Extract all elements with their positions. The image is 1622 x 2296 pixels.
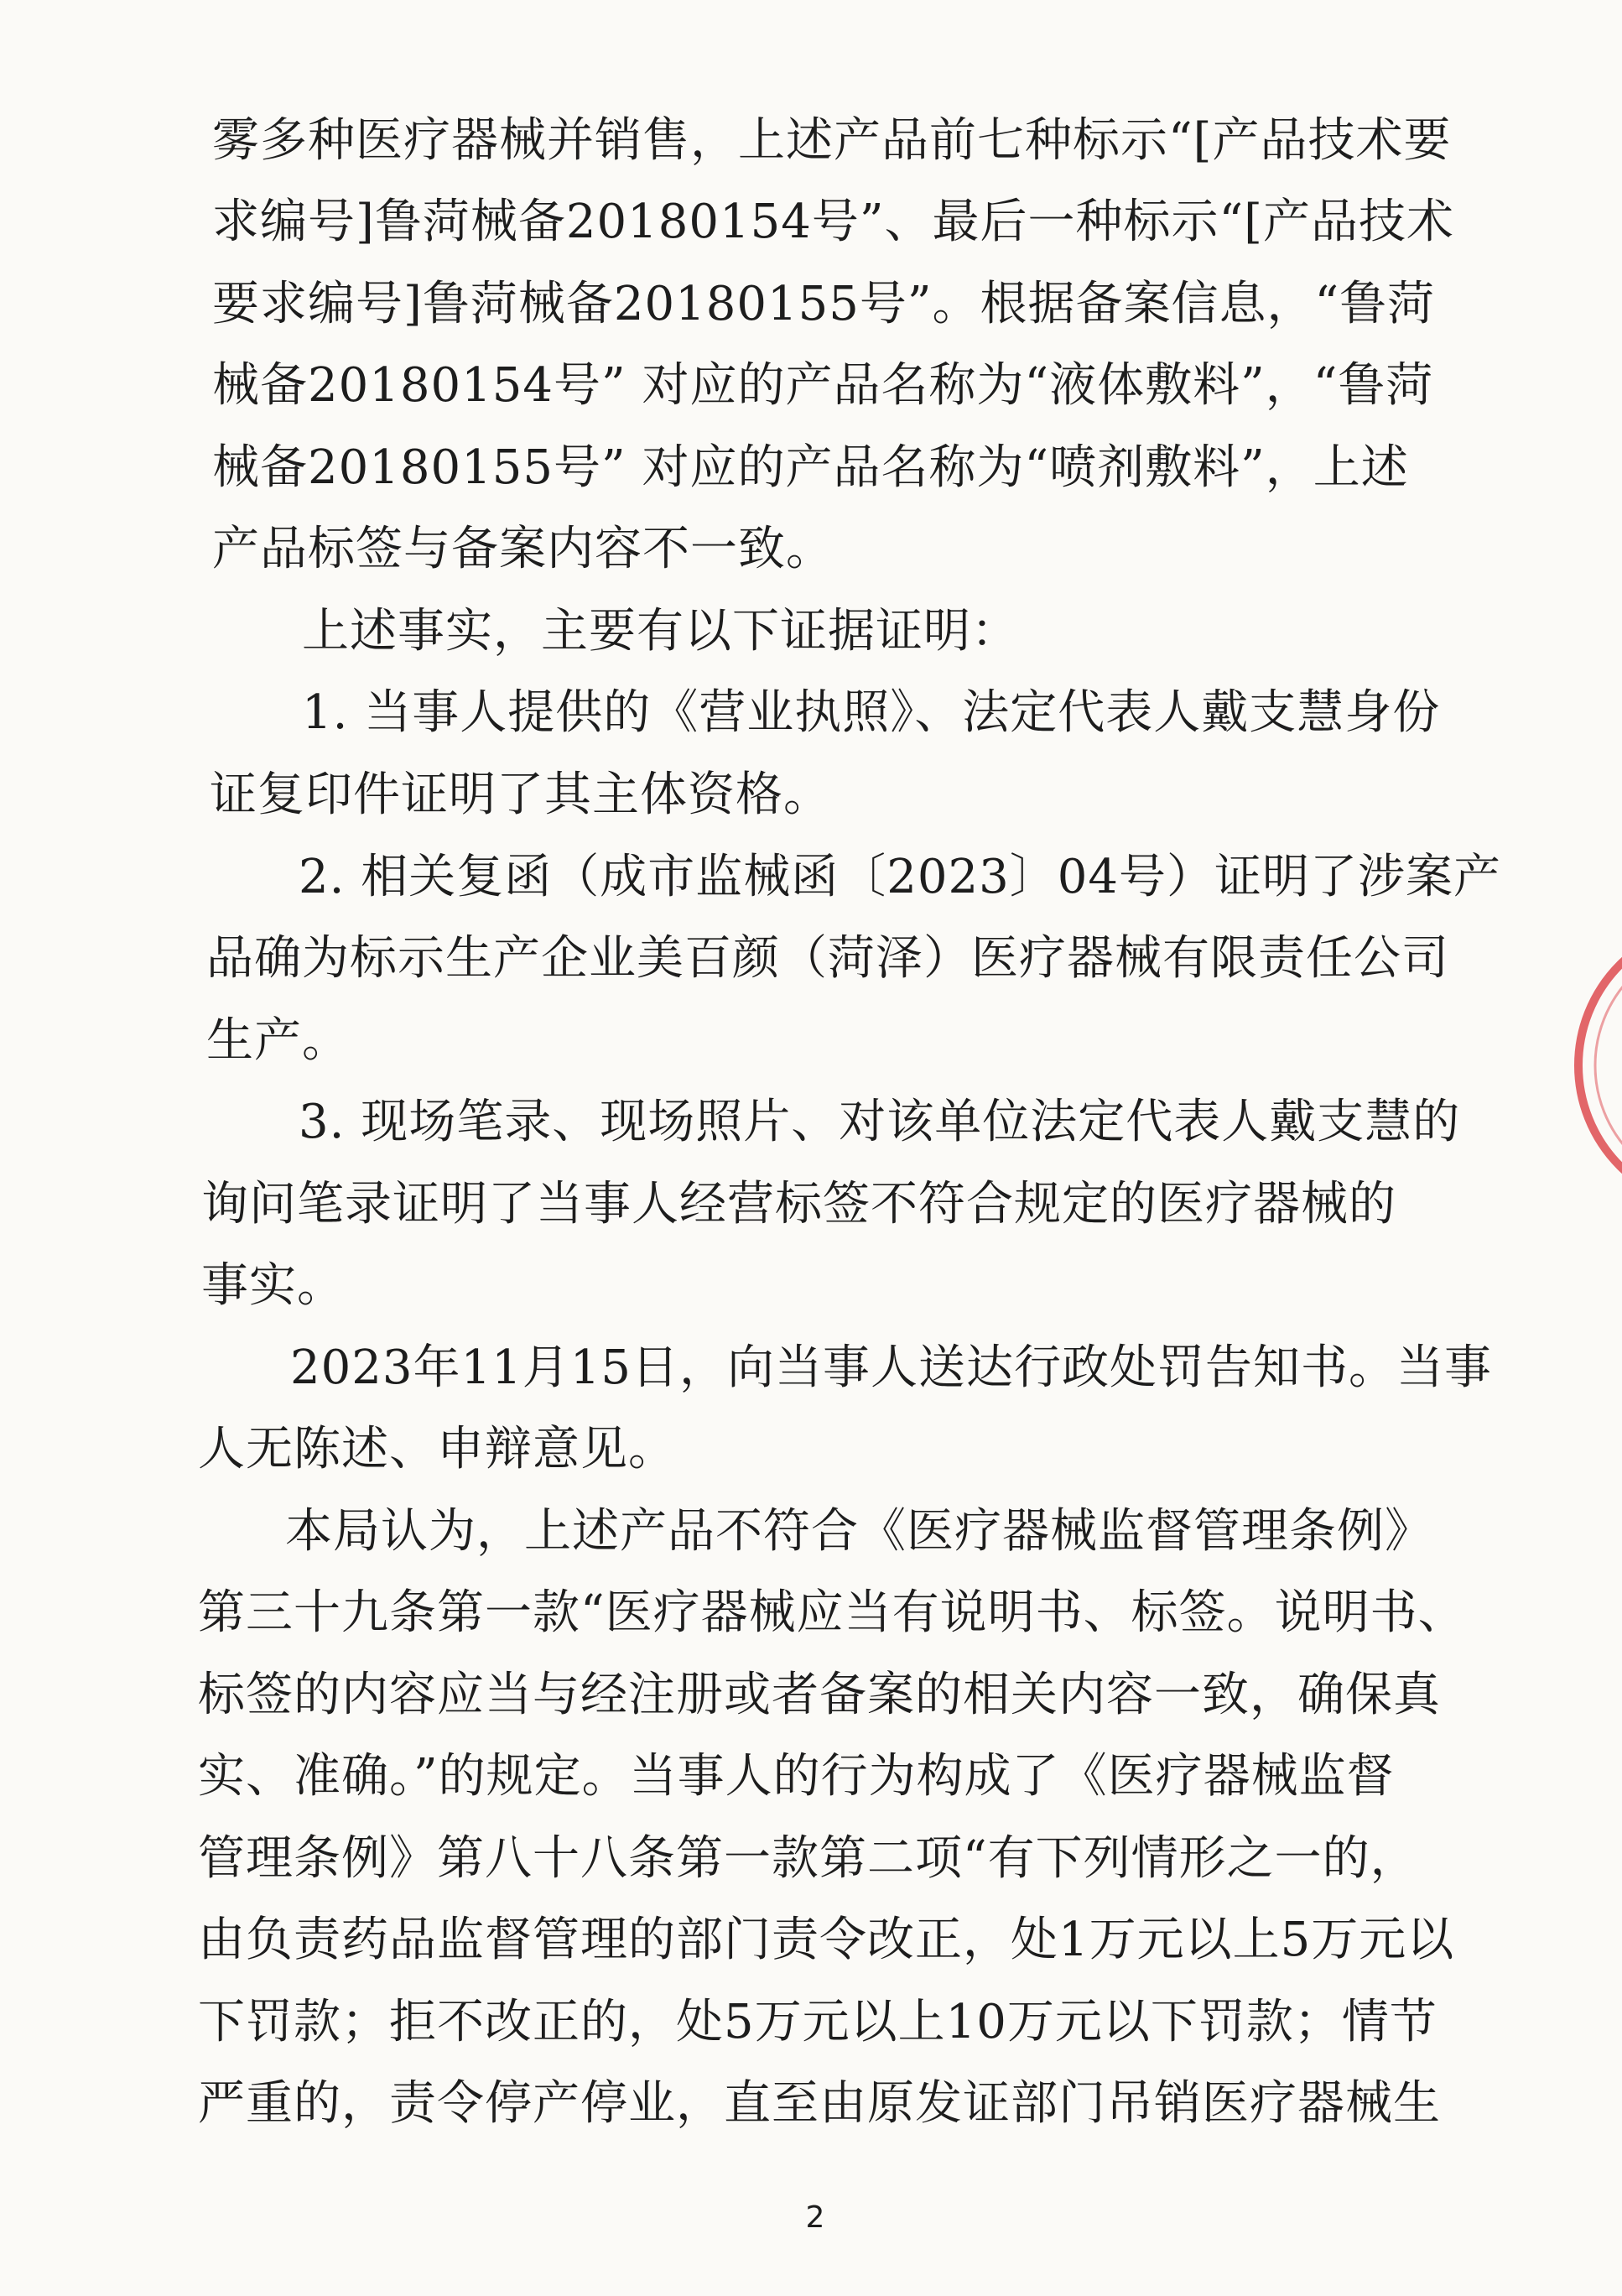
text-line-12: 生产。 (206, 1013, 350, 1068)
page-number: 2 (805, 2200, 825, 2235)
text-line-7: 上述事实，主要有以下证据证明： (302, 604, 1019, 659)
text-line-6: 产品标签与备案内容不一致。 (212, 522, 834, 576)
text-line-23: 由负责药品监督管理的部门责令改正，处1万元以上5万元以 (198, 1913, 1455, 1967)
text-line-17: 人无陈述、申辩意见。 (198, 1422, 676, 1476)
text-line-5: 械备20180155号” 对应的产品名称为“喷剂敷料”，上述 (212, 440, 1409, 495)
text-line-16: 2023年11月15日，向当事人送达行政处罚告知书。当事 (290, 1341, 1493, 1395)
text-line-19: 第三十九条第一款“医疗器械应当有说明书、标签。说明书、 (198, 1585, 1466, 1640)
text-line-8: 1. 当事人提供的《营业执照》、法定代表人戴支慧身份 (302, 685, 1441, 740)
text-line-21: 实、准确。”的规定。当事人的行为构成了《医疗器械监督 (198, 1749, 1395, 1804)
text-line-22: 管理条例》第八十八条第一款第二项“有下列情形之一的， (198, 1831, 1418, 1886)
text-line-3: 要求编号]鲁菏械备20180155号”。根据备案信息，“鲁菏 (212, 277, 1436, 331)
text-line-13: 3. 现场笔录、现场照片、对该单位法定代表人戴支慧的 (299, 1095, 1461, 1149)
text-line-20: 标签的内容应当与经注册或者备案的相关内容一致，确保真 (198, 1668, 1441, 1722)
text-line-4: 械备20180154号” 对应的产品名称为“液体敷料”，“鲁菏 (212, 358, 1434, 413)
text-line-10: 2. 相关复函（成市监械函〔2023〕04号）证明了涉案产 (299, 850, 1502, 904)
official-seal-icon (1570, 889, 1622, 1242)
text-line-15: 事实。 (201, 1258, 345, 1313)
text-line-9: 证复印件证明了其主体资格。 (210, 768, 831, 822)
text-line-1: 雾多种医疗器械并销售，上述产品前七种标示“[产品技术要 (212, 113, 1452, 168)
text-line-11: 品确为标示生产企业美百颜（菏泽）医疗器械有限责任公司 (206, 931, 1449, 986)
text-line-24: 下罚款；拒不改正的，处5万元以上10万元以下罚款；情节 (198, 1995, 1437, 2049)
text-line-2: 求编号]鲁菏械备20180154号”、最后一种标示“[产品技术 (212, 195, 1454, 249)
text-line-25: 严重的，责令停产停业，直至由原发证部门吊销医疗器械生 (198, 2076, 1441, 2131)
text-line-14: 询问笔录证明了当事人经营标签不符合规定的医疗器械的 (201, 1177, 1396, 1231)
text-line-18: 本局认为，上述产品不符合《医疗器械监督管理条例》 (285, 1504, 1432, 1559)
